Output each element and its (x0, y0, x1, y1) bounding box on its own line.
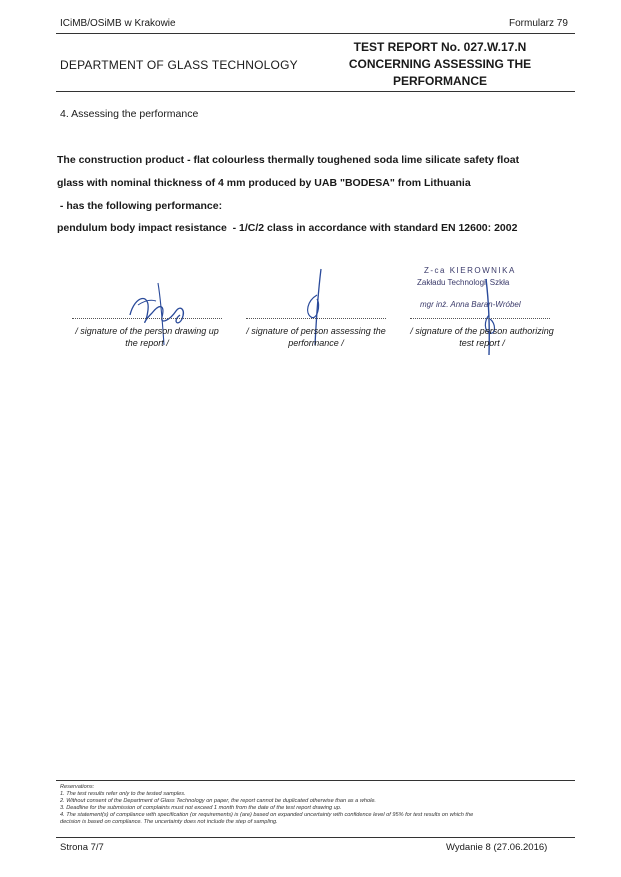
reservation-note-4b: decision is based on compliance. The uncertainty does not include the step of sampling. (60, 819, 278, 825)
signature-caption-2 (236, 325, 396, 349)
sig3-line2: test report / (459, 338, 505, 348)
report-title-line1: TEST REPORT No. 027.W.17.N (353, 40, 527, 54)
footer-top-rule (56, 780, 575, 781)
signature-caption-3 (398, 325, 566, 349)
department-name: DEPARTMENT OF GLASS TECHNOLOGY (60, 58, 298, 72)
signature-caption-1 (62, 325, 232, 349)
institute-name: ICiMB/OSiMB w Krakowie (60, 18, 176, 29)
body-line-4: pendulum body impact resistance - 1/C/2 class in accordance with standard EN 12600: 2002 (57, 222, 518, 234)
sig1-line2: the report / (125, 338, 169, 348)
sig3-line1: / signature of the person authorizing (410, 326, 554, 336)
header-top-rule (56, 33, 575, 34)
sig1-line1: / signature of the person drawing up (75, 326, 219, 336)
stamp-title: Z-ca KIEROWNIKA (424, 266, 516, 275)
sig2-line1: / signature of person assessing the (246, 326, 386, 336)
sig2-line2: performance / (288, 338, 344, 348)
signature-line-3 (410, 318, 550, 319)
page-number: Strona 7/7 (60, 842, 104, 853)
reservations-title: Reservations: (60, 784, 95, 790)
footer-reservations (60, 784, 473, 826)
reservation-note-2: 2. Without consent of the Department of Glass Technology on paper, the report cannot be duplicated otherwise than as a whole. (60, 798, 376, 804)
header-bottom-rule (56, 91, 575, 92)
stamp-department: Zakładu Technologii Szkła (417, 278, 510, 287)
form-number: Formularz 79 (509, 18, 568, 29)
body-line-2: glass with nominal thickness of 4 mm produced by UAB "BODESA" from Lithuania (57, 177, 471, 189)
reservation-note-3: 3. Deadline for the submission of complaints must not exceed 1 month from the date of the test report drawing up. (60, 805, 342, 811)
signature-line-2 (246, 318, 386, 319)
footer-bottom-rule (56, 837, 575, 838)
report-title (330, 39, 550, 90)
section-heading: 4. Assessing the performance (60, 108, 199, 120)
reservation-note-1: 1. The test results refer only to the tested samples. (60, 791, 186, 797)
edition-info: Wydanie 8 (27.06.2016) (446, 842, 548, 853)
body-line-3: - has the following performance: (57, 200, 223, 212)
body-line-1: The construction product - flat colourless thermally toughened soda lime silicate safety float (57, 154, 520, 166)
signature-line-1 (72, 318, 222, 319)
report-title-line3: PERFORMANCE (392, 74, 487, 88)
stamp-name: mgr inż. Anna Baran-Wróbel (420, 300, 521, 309)
report-title-line2: CONCERNING ASSESSING THE (348, 57, 532, 71)
reservation-note-4a: 4. The statement(s) of compliance with specification (or requirements) is (are) based on expanded uncertainty with confidence level of 95% for test results on which the (60, 812, 474, 818)
